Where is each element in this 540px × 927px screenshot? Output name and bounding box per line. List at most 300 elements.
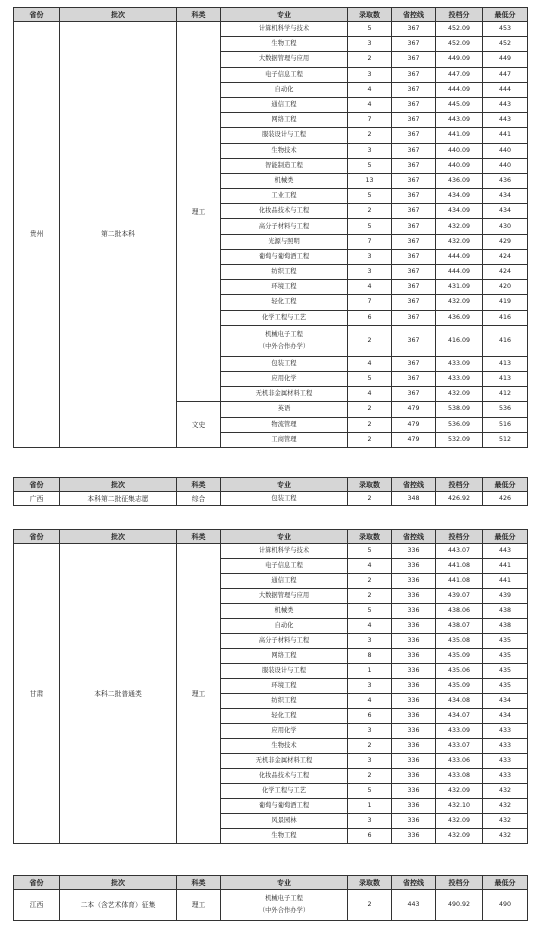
admitted-cell: 2 xyxy=(348,402,392,417)
control-line-cell: 336 xyxy=(392,574,436,589)
score-line-cell: 433.09 xyxy=(436,371,483,386)
admitted-cell: 1 xyxy=(348,799,392,814)
min-score-cell: 433 xyxy=(483,769,528,784)
control-line-cell: 336 xyxy=(392,544,436,559)
major-cell: 环境工程 xyxy=(221,280,348,295)
min-score-cell: 416 xyxy=(483,310,528,325)
score-line-cell: 426.92 xyxy=(436,492,483,506)
min-score-cell: 435 xyxy=(483,679,528,694)
score-line-cell: 449.09 xyxy=(436,52,483,67)
control-line-cell: 479 xyxy=(392,432,436,447)
min-score-cell: 440 xyxy=(483,158,528,173)
score-line-cell: 438.07 xyxy=(436,619,483,634)
major-cell: 智能制造工程 xyxy=(221,158,348,173)
header-control-line: 省控线 xyxy=(392,478,436,492)
batch-cell: 本科二批普通类 xyxy=(60,544,177,844)
admitted-cell: 5 xyxy=(348,544,392,559)
admitted-cell: 5 xyxy=(348,189,392,204)
admitted-cell: 2 xyxy=(348,204,392,219)
major-cell: 轻化工程 xyxy=(221,295,348,310)
min-score-cell: 453 xyxy=(483,22,528,37)
score-line-cell: 432.09 xyxy=(436,829,483,844)
admitted-cell: 4 xyxy=(348,694,392,709)
score-line-cell: 435.06 xyxy=(436,664,483,679)
score-line-cell: 432.09 xyxy=(436,295,483,310)
control-line-cell: 336 xyxy=(392,589,436,604)
admitted-cell: 3 xyxy=(348,814,392,829)
admission-table-guangxi xyxy=(13,477,528,506)
major-cell: 通信工程 xyxy=(221,97,348,112)
major-cell: 无机非金属材料工程 xyxy=(221,387,348,402)
score-line-cell: 433.08 xyxy=(436,769,483,784)
batch-cell: 第二批本科 xyxy=(60,22,177,448)
score-line-cell: 432.09 xyxy=(436,814,483,829)
major-cell: 生物技术 xyxy=(221,739,348,754)
header-province: 省份 xyxy=(14,478,60,492)
control-line-cell: 336 xyxy=(392,664,436,679)
major-cell: 化妆品技术与工程 xyxy=(221,769,348,784)
control-line-cell: 367 xyxy=(392,219,436,234)
score-line-cell: 447.09 xyxy=(436,67,483,82)
header-row xyxy=(14,530,528,544)
major-cell: 环境工程 xyxy=(221,679,348,694)
major-cell: 大数据管理与应用 xyxy=(221,52,348,67)
header-score-line: 投档分 xyxy=(436,530,483,544)
min-score-cell: 439 xyxy=(483,589,528,604)
major-note: （中外合作办学） xyxy=(258,342,310,350)
header-score-line: 投档分 xyxy=(436,8,483,22)
admitted-cell: 4 xyxy=(348,619,392,634)
admitted-cell: 5 xyxy=(348,371,392,386)
control-line-cell: 367 xyxy=(392,280,436,295)
admitted-cell: 4 xyxy=(348,82,392,97)
admitted-cell: 2 xyxy=(348,52,392,67)
major-cell: 工业工程 xyxy=(221,189,348,204)
control-line-cell: 336 xyxy=(392,679,436,694)
min-score-cell: 434 xyxy=(483,189,528,204)
score-line-cell: 441.08 xyxy=(436,559,483,574)
major-cell: 英语 xyxy=(221,402,348,417)
admitted-cell: 3 xyxy=(348,634,392,649)
control-line-cell: 336 xyxy=(392,754,436,769)
min-score-cell: 435 xyxy=(483,664,528,679)
batch-cell: 二本（含艺术体育）征集 xyxy=(60,890,177,921)
admitted-cell: 2 xyxy=(348,417,392,432)
min-score-cell: 426 xyxy=(483,492,528,506)
min-score-cell: 438 xyxy=(483,619,528,634)
header-control-line: 省控线 xyxy=(392,8,436,22)
header-category: 科类 xyxy=(177,530,221,544)
admitted-cell: 13 xyxy=(348,173,392,188)
header-batch: 批次 xyxy=(60,478,177,492)
header-control-line: 省控线 xyxy=(392,876,436,890)
control-line-cell: 336 xyxy=(392,829,436,844)
min-score-cell: 452 xyxy=(483,37,528,52)
header-category: 科类 xyxy=(177,876,221,890)
major-cell: 网络工程 xyxy=(221,113,348,128)
admitted-cell: 2 xyxy=(348,432,392,447)
min-score-cell: 432 xyxy=(483,829,528,844)
province-cell: 甘肃 xyxy=(14,544,60,844)
control-line-cell: 367 xyxy=(392,265,436,280)
admitted-cell: 7 xyxy=(348,234,392,249)
control-line-cell: 367 xyxy=(392,97,436,112)
header-min-score: 最低分 xyxy=(483,876,528,890)
control-line-cell: 336 xyxy=(392,604,436,619)
control-line-cell: 336 xyxy=(392,649,436,664)
control-line-cell: 367 xyxy=(392,173,436,188)
min-score-cell: 434 xyxy=(483,204,528,219)
major-cell: 自动化 xyxy=(221,619,348,634)
min-score-cell: 433 xyxy=(483,739,528,754)
control-line-cell: 367 xyxy=(392,249,436,264)
admission-table-jiangxi xyxy=(13,875,528,921)
min-score-cell: 441 xyxy=(483,559,528,574)
province-cell: 江西 xyxy=(14,890,60,921)
score-line-cell: 445.09 xyxy=(436,97,483,112)
admission-table-gansu xyxy=(13,529,528,844)
score-line-cell: 432.10 xyxy=(436,799,483,814)
header-min-score: 最低分 xyxy=(483,8,528,22)
score-line-cell: 432.09 xyxy=(436,784,483,799)
score-line-cell: 432.09 xyxy=(436,234,483,249)
control-line-cell: 367 xyxy=(392,356,436,371)
major-cell: 生物技术 xyxy=(221,143,348,158)
score-line-cell: 536.09 xyxy=(436,417,483,432)
major-cell: 包装工程 xyxy=(221,356,348,371)
major-name: 机械电子工程 xyxy=(265,330,303,338)
score-line-cell: 433.07 xyxy=(436,739,483,754)
score-line-cell: 438.06 xyxy=(436,604,483,619)
score-line-cell: 441.09 xyxy=(436,128,483,143)
major-cell: 包装工程 xyxy=(221,492,348,506)
header-category: 科类 xyxy=(177,8,221,22)
control-line-cell: 367 xyxy=(392,113,436,128)
admitted-cell: 2 xyxy=(348,492,392,506)
score-line-cell: 452.09 xyxy=(436,22,483,37)
major-cell: 服装设计与工程 xyxy=(221,128,348,143)
control-line-cell: 367 xyxy=(392,143,436,158)
control-line-cell: 367 xyxy=(392,158,436,173)
score-line-cell: 452.09 xyxy=(436,37,483,52)
score-line-cell: 433.09 xyxy=(436,356,483,371)
admitted-cell: 5 xyxy=(348,22,392,37)
score-line-cell: 435.08 xyxy=(436,634,483,649)
header-admitted: 录取数 xyxy=(348,876,392,890)
major-cell: 葡萄与葡萄酒工程 xyxy=(221,249,348,264)
min-score-cell: 536 xyxy=(483,402,528,417)
major-cell: 化妆品技术与工程 xyxy=(221,204,348,219)
control-line-cell: 367 xyxy=(392,82,436,97)
header-province: 省份 xyxy=(14,876,60,890)
table-row xyxy=(14,492,528,506)
major-note: （中外合作办学） xyxy=(258,907,310,914)
header-score-line: 投档分 xyxy=(436,876,483,890)
control-line-cell: 336 xyxy=(392,619,436,634)
major-cell: 计算机科学与技术 xyxy=(221,22,348,37)
header-min-score: 最低分 xyxy=(483,530,528,544)
score-line-cell: 434.07 xyxy=(436,709,483,724)
admitted-cell: 2 xyxy=(348,128,392,143)
admitted-cell: 2 xyxy=(348,739,392,754)
major-cell xyxy=(221,890,348,921)
admitted-cell: 7 xyxy=(348,295,392,310)
admitted-cell: 4 xyxy=(348,97,392,112)
admitted-cell: 5 xyxy=(348,158,392,173)
admitted-cell: 3 xyxy=(348,679,392,694)
province-cell: 广西 xyxy=(14,492,60,506)
control-line-cell: 367 xyxy=(392,295,436,310)
major-cell: 光源与照明 xyxy=(221,234,348,249)
control-line-cell: 336 xyxy=(392,814,436,829)
category-cell: 综合 xyxy=(177,492,221,506)
major-cell: 化学工程与工艺 xyxy=(221,310,348,325)
score-line-cell: 441.08 xyxy=(436,574,483,589)
score-line-cell: 443.07 xyxy=(436,544,483,559)
header-major: 专业 xyxy=(221,478,348,492)
header-admitted: 录取数 xyxy=(348,478,392,492)
score-line-cell: 444.09 xyxy=(436,82,483,97)
major-name: 机械电子工程 xyxy=(265,895,303,902)
major-cell: 物流管理 xyxy=(221,417,348,432)
major-cell: 大数据管理与应用 xyxy=(221,589,348,604)
header-major: 专业 xyxy=(221,530,348,544)
score-line-cell: 444.09 xyxy=(436,265,483,280)
control-line-cell: 443 xyxy=(392,890,436,921)
header-admitted: 录取数 xyxy=(348,530,392,544)
admitted-cell: 2 xyxy=(348,325,392,356)
header-score-line: 投档分 xyxy=(436,478,483,492)
admitted-cell: 3 xyxy=(348,249,392,264)
min-score-cell: 440 xyxy=(483,143,528,158)
control-line-cell: 367 xyxy=(392,67,436,82)
min-score-cell: 434 xyxy=(483,709,528,724)
score-line-cell: 436.09 xyxy=(436,310,483,325)
score-line-cell: 439.07 xyxy=(436,589,483,604)
major-cell: 应用化学 xyxy=(221,371,348,386)
control-line-cell: 367 xyxy=(392,310,436,325)
score-line-cell: 431.09 xyxy=(436,280,483,295)
score-line-cell: 433.09 xyxy=(436,724,483,739)
major-cell: 高分子材料与工程 xyxy=(221,219,348,234)
control-line-cell: 367 xyxy=(392,52,436,67)
major-cell: 无机非金属材料工程 xyxy=(221,754,348,769)
score-line-cell: 538.09 xyxy=(436,402,483,417)
control-line-cell: 367 xyxy=(392,128,436,143)
category-cell: 理工 xyxy=(177,544,221,844)
table-row xyxy=(14,22,528,37)
score-line-cell: 444.09 xyxy=(436,249,483,264)
major-cell: 纺织工程 xyxy=(221,694,348,709)
score-line-cell: 532.09 xyxy=(436,432,483,447)
admitted-cell: 1 xyxy=(348,664,392,679)
control-line-cell: 367 xyxy=(392,37,436,52)
min-score-cell: 443 xyxy=(483,113,528,128)
category-cell: 理工 xyxy=(177,22,221,402)
admitted-cell: 4 xyxy=(348,280,392,295)
admitted-cell: 6 xyxy=(348,709,392,724)
control-line-cell: 336 xyxy=(392,559,436,574)
admitted-cell: 6 xyxy=(348,829,392,844)
header-province: 省份 xyxy=(14,530,60,544)
header-category: 科类 xyxy=(177,478,221,492)
control-line-cell: 336 xyxy=(392,739,436,754)
major-cell: 计算机科学与技术 xyxy=(221,544,348,559)
admitted-cell: 2 xyxy=(348,589,392,604)
header-row xyxy=(14,876,528,890)
admitted-cell: 7 xyxy=(348,113,392,128)
major-cell: 生物工程 xyxy=(221,37,348,52)
control-line-cell: 367 xyxy=(392,371,436,386)
score-line-cell: 434.09 xyxy=(436,189,483,204)
min-score-cell: 441 xyxy=(483,128,528,143)
major-cell: 生物工程 xyxy=(221,829,348,844)
admitted-cell: 2 xyxy=(348,769,392,784)
min-score-cell: 432 xyxy=(483,784,528,799)
category-cell: 文史 xyxy=(177,402,221,448)
major-cell: 高分子材料与工程 xyxy=(221,634,348,649)
admitted-cell: 5 xyxy=(348,604,392,619)
min-score-cell: 433 xyxy=(483,754,528,769)
control-line-cell: 336 xyxy=(392,784,436,799)
min-score-cell: 412 xyxy=(483,387,528,402)
table-row xyxy=(14,544,528,559)
control-line-cell: 479 xyxy=(392,402,436,417)
min-score-cell: 420 xyxy=(483,280,528,295)
table-row xyxy=(14,890,528,921)
control-line-cell: 336 xyxy=(392,799,436,814)
score-line-cell: 440.09 xyxy=(436,143,483,158)
min-score-cell: 424 xyxy=(483,265,528,280)
score-line-cell: 416.09 xyxy=(436,325,483,356)
min-score-cell: 433 xyxy=(483,724,528,739)
major-cell: 应用化学 xyxy=(221,724,348,739)
header-control-line: 省控线 xyxy=(392,530,436,544)
min-score-cell: 430 xyxy=(483,219,528,234)
score-line-cell: 440.09 xyxy=(436,158,483,173)
batch-cell: 本科第二批征集志愿 xyxy=(60,492,177,506)
admitted-cell: 8 xyxy=(348,649,392,664)
control-line-cell: 348 xyxy=(392,492,436,506)
header-row xyxy=(14,8,528,22)
score-line-cell: 434.08 xyxy=(436,694,483,709)
min-score-cell: 424 xyxy=(483,249,528,264)
control-line-cell: 367 xyxy=(392,22,436,37)
min-score-cell: 419 xyxy=(483,295,528,310)
header-admitted: 录取数 xyxy=(348,8,392,22)
major-cell: 轻化工程 xyxy=(221,709,348,724)
major-cell: 服装设计与工程 xyxy=(221,664,348,679)
score-line-cell: 434.09 xyxy=(436,204,483,219)
min-score-cell: 435 xyxy=(483,649,528,664)
header-major: 专业 xyxy=(221,876,348,890)
admitted-cell: 2 xyxy=(348,574,392,589)
min-score-cell: 413 xyxy=(483,356,528,371)
admitted-cell: 4 xyxy=(348,387,392,402)
category-cell: 理工 xyxy=(177,890,221,921)
score-line-cell: 432.09 xyxy=(436,219,483,234)
score-line-cell: 443.09 xyxy=(436,113,483,128)
min-score-cell: 443 xyxy=(483,544,528,559)
header-batch: 批次 xyxy=(60,876,177,890)
major-cell: 机械类 xyxy=(221,604,348,619)
major-cell: 风景园林 xyxy=(221,814,348,829)
control-line-cell: 336 xyxy=(392,709,436,724)
major-cell: 化学工程与工艺 xyxy=(221,784,348,799)
major-cell: 电子信息工程 xyxy=(221,67,348,82)
major-cell: 工商管理 xyxy=(221,432,348,447)
admitted-cell: 3 xyxy=(348,37,392,52)
min-score-cell: 438 xyxy=(483,604,528,619)
admitted-cell: 4 xyxy=(348,356,392,371)
admitted-cell: 3 xyxy=(348,265,392,280)
min-score-cell: 449 xyxy=(483,52,528,67)
min-score-cell: 435 xyxy=(483,634,528,649)
min-score-cell: 441 xyxy=(483,574,528,589)
major-cell: 葡萄与葡萄酒工程 xyxy=(221,799,348,814)
header-batch: 批次 xyxy=(60,530,177,544)
major-cell: 网络工程 xyxy=(221,649,348,664)
control-line-cell: 367 xyxy=(392,387,436,402)
control-line-cell: 479 xyxy=(392,417,436,432)
major-cell: 自动化 xyxy=(221,82,348,97)
admitted-cell: 5 xyxy=(348,219,392,234)
score-line-cell: 435.09 xyxy=(436,679,483,694)
header-batch: 批次 xyxy=(60,8,177,22)
control-line-cell: 367 xyxy=(392,325,436,356)
control-line-cell: 336 xyxy=(392,769,436,784)
province-cell: 贵州 xyxy=(14,22,60,448)
score-line-cell: 432.09 xyxy=(436,387,483,402)
major-cell xyxy=(221,325,348,356)
min-score-cell: 432 xyxy=(483,799,528,814)
control-line-cell: 367 xyxy=(392,234,436,249)
min-score-cell: 434 xyxy=(483,694,528,709)
score-line-cell: 436.09 xyxy=(436,173,483,188)
min-score-cell: 413 xyxy=(483,371,528,386)
control-line-cell: 336 xyxy=(392,694,436,709)
min-score-cell: 432 xyxy=(483,814,528,829)
min-score-cell: 443 xyxy=(483,97,528,112)
admitted-cell: 3 xyxy=(348,67,392,82)
control-line-cell: 367 xyxy=(392,189,436,204)
min-score-cell: 490 xyxy=(483,890,528,921)
admitted-cell: 3 xyxy=(348,724,392,739)
major-cell: 机械类 xyxy=(221,173,348,188)
control-line-cell: 367 xyxy=(392,204,436,219)
score-line-cell: 490.92 xyxy=(436,890,483,921)
admitted-cell: 6 xyxy=(348,310,392,325)
admitted-cell: 4 xyxy=(348,559,392,574)
min-score-cell: 516 xyxy=(483,417,528,432)
score-line-cell: 435.09 xyxy=(436,649,483,664)
control-line-cell: 336 xyxy=(392,724,436,739)
header-major: 专业 xyxy=(221,8,348,22)
header-province: 省份 xyxy=(14,8,60,22)
admitted-cell: 5 xyxy=(348,784,392,799)
header-min-score: 最低分 xyxy=(483,478,528,492)
major-cell: 纺织工程 xyxy=(221,265,348,280)
major-cell: 通信工程 xyxy=(221,574,348,589)
min-score-cell: 416 xyxy=(483,325,528,356)
min-score-cell: 447 xyxy=(483,67,528,82)
min-score-cell: 436 xyxy=(483,173,528,188)
control-line-cell: 336 xyxy=(392,634,436,649)
score-line-cell: 433.06 xyxy=(436,754,483,769)
header-row xyxy=(14,478,528,492)
min-score-cell: 444 xyxy=(483,82,528,97)
min-score-cell: 429 xyxy=(483,234,528,249)
